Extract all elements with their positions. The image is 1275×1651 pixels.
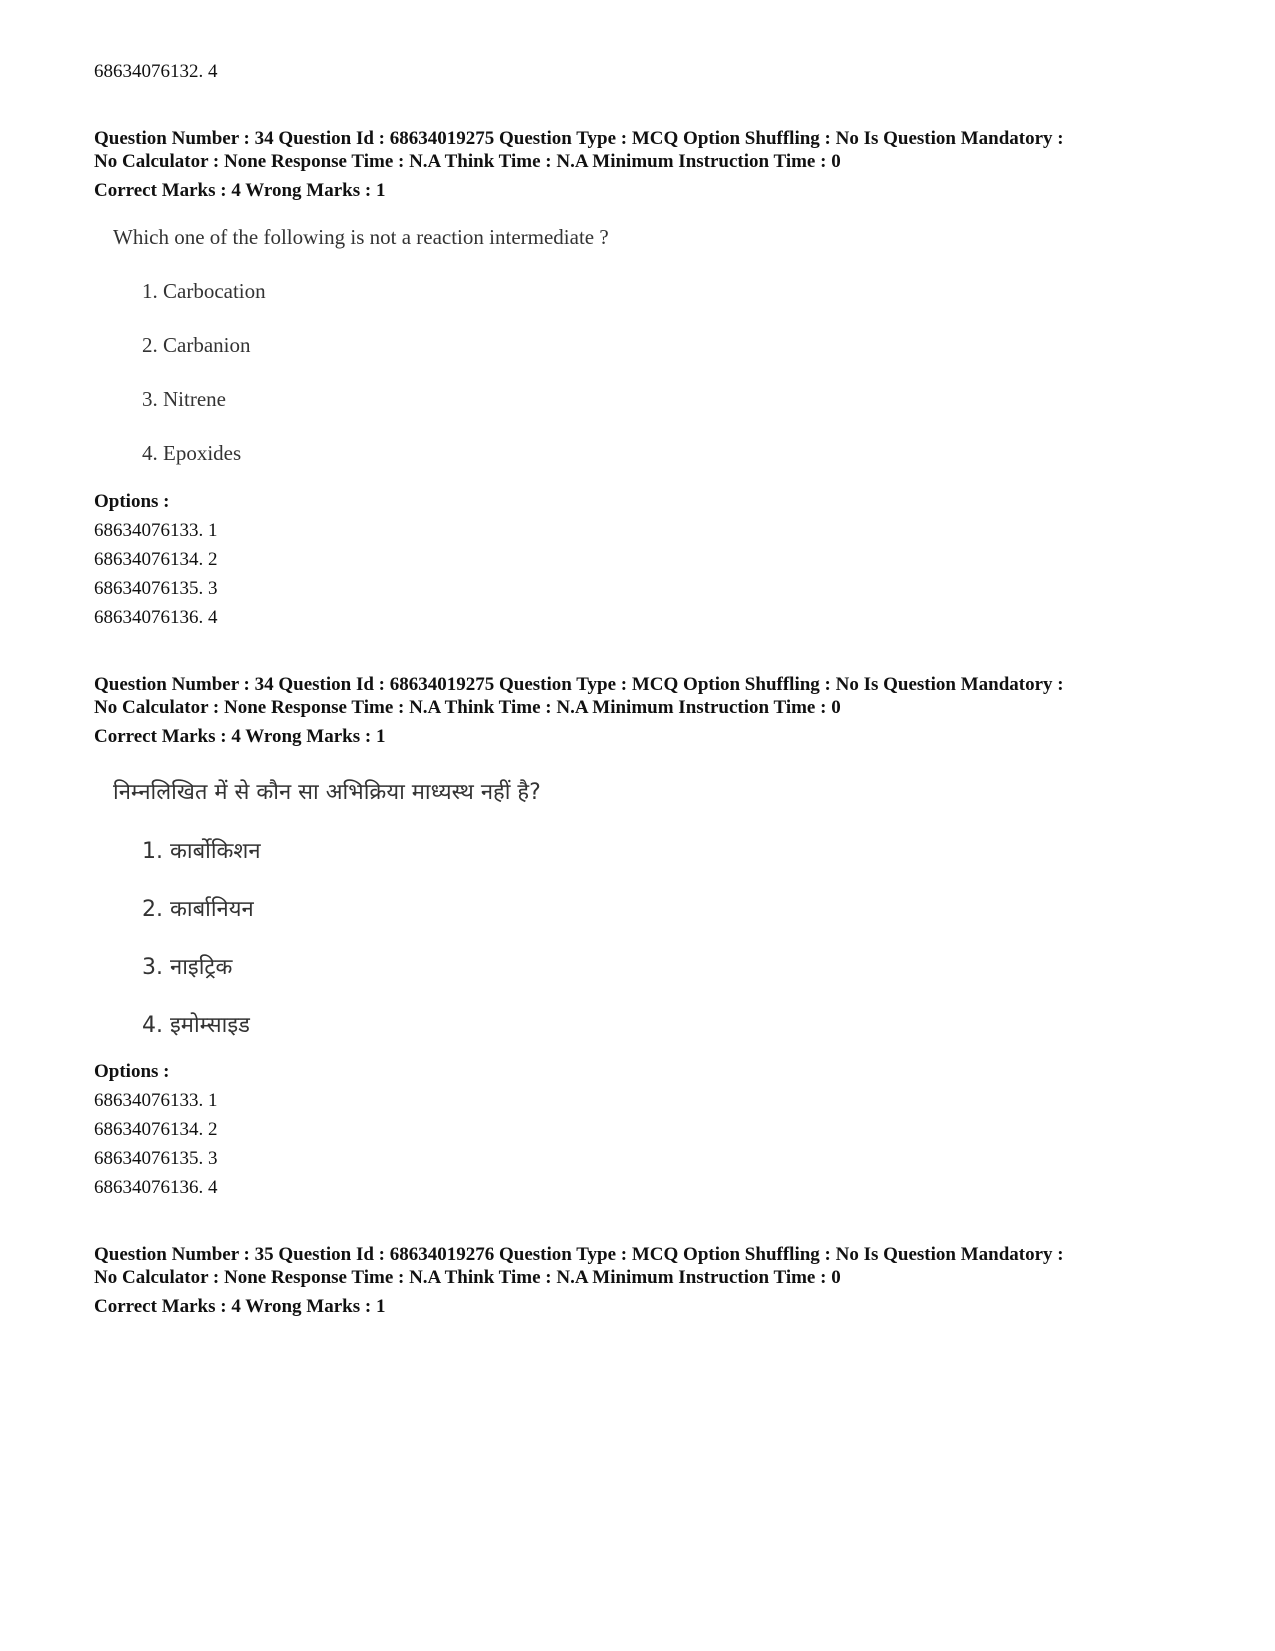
choice-item: 2. Carbanion (142, 333, 251, 357)
option-row: 68634076135. 3 (94, 1148, 218, 1169)
option-row: 68634076134. 2 (94, 549, 218, 570)
option-row: 68634076134. 2 (94, 1119, 218, 1140)
choice-item: 4. Epoxides (142, 441, 242, 465)
question-header-line1: Question Number : 35 Question Id : 68634019276 Question Type : MCQ Option Shuffling : No Is Question Mandatory : (94, 1244, 1064, 1265)
option-row: 68634076132. 4 (94, 61, 218, 82)
question-text: निम्नलिखित में से कौन सा अभिक्रिया माध्यस्थ नहीं है? (113, 780, 541, 805)
option-row: 68634076136. 4 (94, 607, 218, 628)
choice-item: 4. इमोम्साइड (142, 1013, 250, 1038)
options-label: Options : (94, 1061, 170, 1082)
marks-line: Correct Marks : 4 Wrong Marks : 1 (94, 1296, 386, 1317)
option-row: 68634076135. 3 (94, 578, 218, 599)
option-row: 68634076136. 4 (94, 1177, 218, 1198)
choice-item: 1. Carbocation (142, 279, 266, 303)
question-header-line2: No Calculator : None Response Time : N.A Think Time : N.A Minimum Instruction Time : 0 (94, 1267, 841, 1288)
choice-item: 2. कार्बानियन (142, 897, 254, 922)
option-row: 68634076133. 1 (94, 1090, 218, 1111)
marks-line: Correct Marks : 4 Wrong Marks : 1 (94, 180, 386, 201)
question-header-line1: Question Number : 34 Question Id : 68634019275 Question Type : MCQ Option Shuffling : No Is Question Mandatory : (94, 674, 1064, 695)
marks-line: Correct Marks : 4 Wrong Marks : 1 (94, 726, 386, 747)
question-header-line2: No Calculator : None Response Time : N.A Think Time : N.A Minimum Instruction Time : 0 (94, 697, 841, 718)
question-header-line2: No Calculator : None Response Time : N.A Think Time : N.A Minimum Instruction Time : 0 (94, 151, 841, 172)
question-text: Which one of the following is not a reaction intermediate ? (113, 225, 609, 249)
option-row: 68634076133. 1 (94, 520, 218, 541)
choice-item: 3. नाइट्रिक (142, 955, 233, 980)
question-header-line1: Question Number : 34 Question Id : 68634019275 Question Type : MCQ Option Shuffling : No Is Question Mandatory : (94, 128, 1064, 149)
options-label: Options : (94, 491, 170, 512)
choice-item: 1. कार्बोकिशन (142, 839, 261, 864)
choice-item: 3. Nitrene (142, 387, 226, 411)
